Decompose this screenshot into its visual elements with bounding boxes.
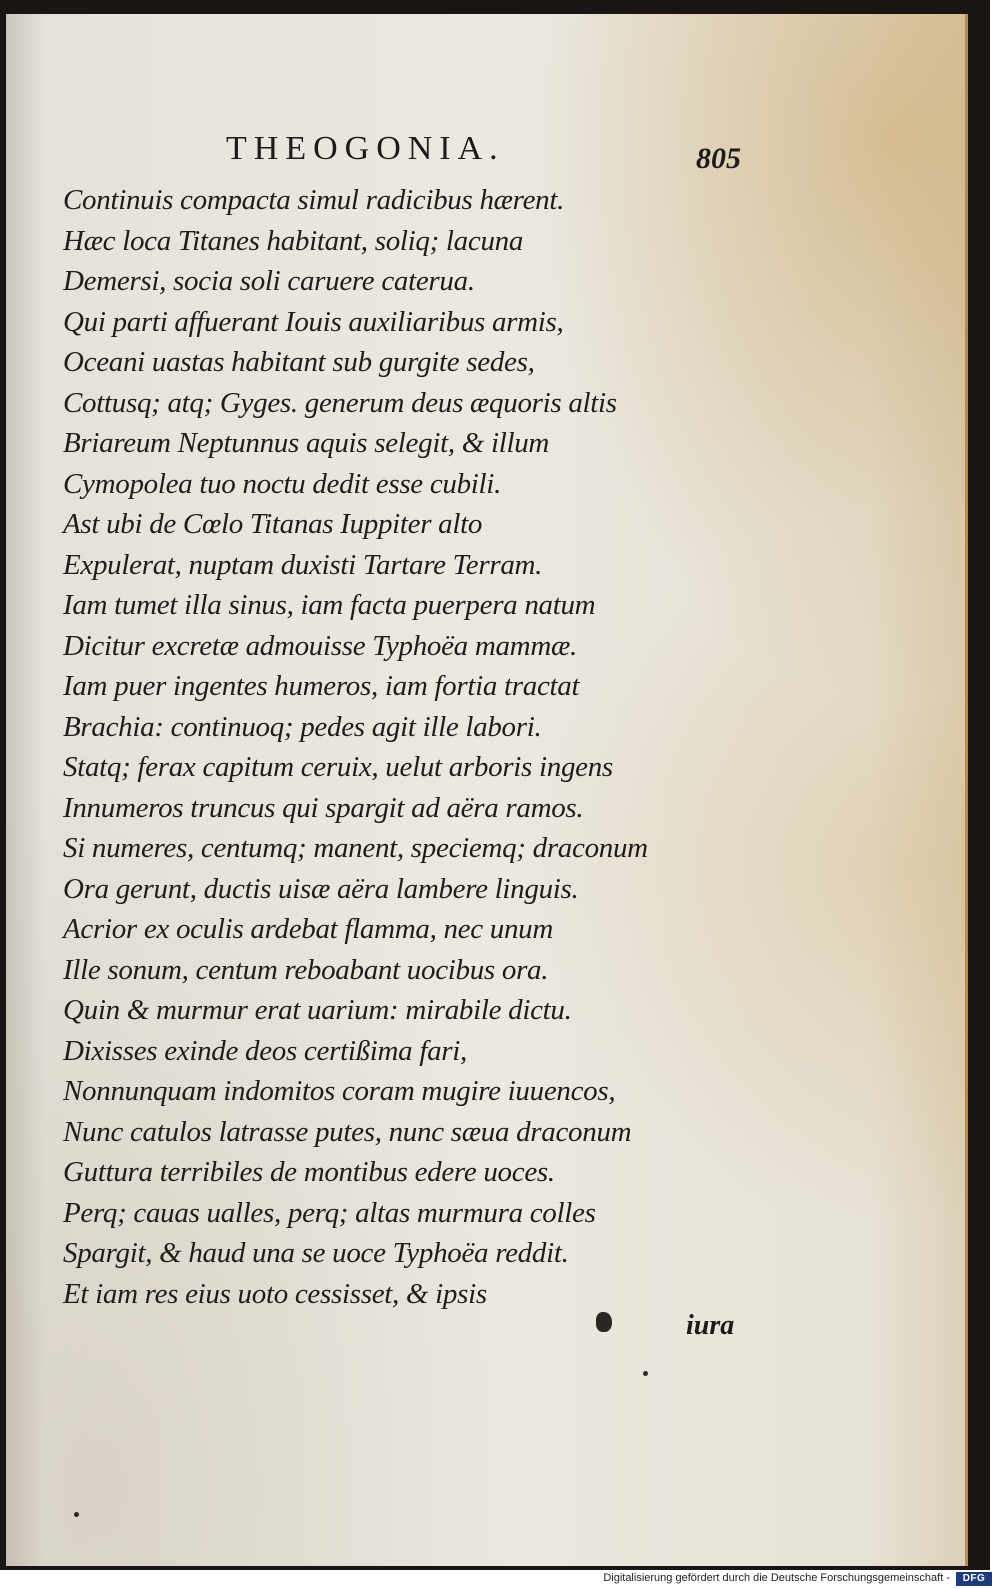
verse-line: Cottusq; atq; Gyges. generum deus æquoris altis xyxy=(63,386,617,419)
verse-line: Hæc loca Titanes habitant, soliq; lacuna xyxy=(63,224,524,257)
dfg-logo: DFG xyxy=(956,1572,992,1586)
printer-signature-mark xyxy=(596,1312,612,1332)
verse-line: Et iam res eius uoto cessisset, & ipsis xyxy=(63,1277,487,1310)
verse-line: Dixisses exinde deos certißima fari, xyxy=(63,1034,467,1067)
verse-line: Brachia: continuoq; pedes agit ille labori. xyxy=(63,710,542,743)
ink-speck xyxy=(643,1371,648,1376)
verse-line: Qui parti affuerant Iouis auxiliaribus armis, xyxy=(63,305,564,338)
digitization-footer xyxy=(0,1570,1000,1589)
verse-line: Nonnunquam indomitos coram mugire iuuencos, xyxy=(63,1075,616,1107)
verse-block xyxy=(63,180,703,1314)
book-page xyxy=(6,14,968,1566)
verse-line: Iam puer ingentes humeros, iam fortia tractat xyxy=(63,670,580,702)
verse-line: Si numeres, centumq; manent, speciemq; draconum xyxy=(63,832,648,864)
ink-speck xyxy=(74,1512,79,1517)
verse-line: Oceani uastas habitant sub gurgite sedes, xyxy=(63,346,535,378)
verse-line: Ora gerunt, ductis uisæ aëra lambere linguis. xyxy=(63,872,579,905)
verse-line: Innumeros truncus qui spargit ad aëra ramos. xyxy=(63,791,584,824)
verse-line: Briareum Neptunnus aquis selegit, & illum xyxy=(63,427,550,459)
verse-line: Dicitur excretæ admouisse Typhoëa mammæ. xyxy=(63,629,577,662)
verse-line: Spargit, & haud una se uoce Typhoëa reddit. xyxy=(63,1237,569,1269)
verse-line: Continuis compacta simul radicibus hærent. xyxy=(63,184,565,216)
verse-line: Statq; ferax capitum ceruix, uelut arboris ingens xyxy=(63,751,613,783)
catchword: iura xyxy=(686,1310,735,1341)
verse-line: Expulerat, nuptam duxisti Tartare Terram. xyxy=(63,548,543,581)
funding-credit: Digitalisierung gefördert durch die Deutsche Forschungsgemeinschaft - xyxy=(603,1572,950,1584)
running-head: THEOGONIA. xyxy=(226,130,505,167)
verse-line: Ille sonum, centum reboabant uocibus ora. xyxy=(63,953,549,986)
verse-line: Cymopolea tuo noctu dedit esse cubili. xyxy=(63,467,502,500)
verse-line: Quin & murmur erat uarium: mirabile dictu. xyxy=(63,994,572,1026)
verse-line: Ast ubi de Cœlo Titanas Iuppiter alto xyxy=(63,508,483,540)
verse-line: Iam tumet illa sinus, iam facta puerpera natum xyxy=(63,589,596,621)
verse-line: Guttura terribiles de montibus edere uoces. xyxy=(63,1156,555,1188)
verse-line: Acrior ex oculis ardebat flamma, nec unum xyxy=(63,913,554,945)
verse-line: Perq; cauas ualles, perq; altas murmura colles xyxy=(63,1196,596,1229)
page-number: 805 xyxy=(696,142,741,175)
verse-line: Nunc catulos latrasse putes, nunc sæua draconum xyxy=(63,1115,632,1148)
verse-line: Demersi, socia soli caruere caterua. xyxy=(63,265,475,297)
